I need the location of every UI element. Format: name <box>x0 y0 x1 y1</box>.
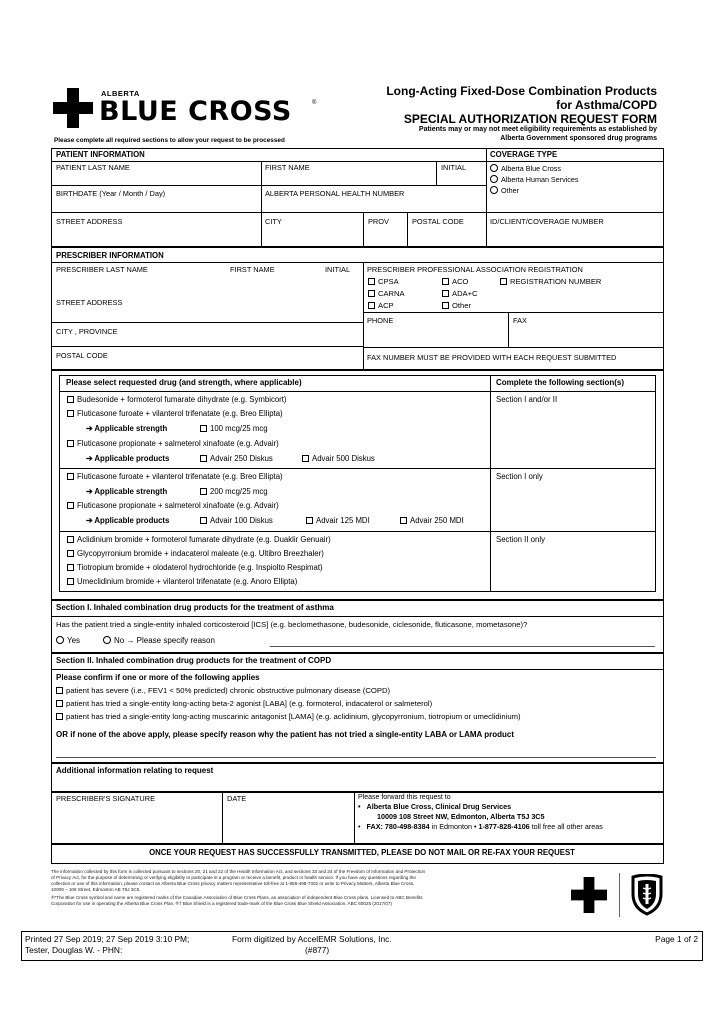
brand-top: ALBERTA <box>101 89 140 98</box>
checkbox-icon <box>67 536 74 543</box>
checkbox-icon <box>442 290 449 297</box>
rule <box>51 791 664 793</box>
drug-umeclidinium-vilanterol[interactable]: Umeclidinium bromide + vilanterol trifenatate (e.g. Anoro Ellipta) <box>67 578 297 587</box>
forward-address-1: • Alberta Blue Cross, Clinical Drug Services <box>358 802 512 811</box>
id-number-label: ID/CLIENT/COVERAGE NUMBER <box>490 217 604 226</box>
phn-label: ALBERTA PERSONAL HEALTH NUMBER <box>265 189 405 198</box>
prescriber-first-name-label: FIRST NAME <box>230 265 275 274</box>
drug-table-header-left: Please select requested drug (and strength, where applicable) <box>66 378 302 387</box>
checkbox-icon <box>67 440 74 447</box>
checkbox-icon <box>56 700 63 707</box>
page-number: Page 1 of 2 <box>655 934 698 944</box>
radio-icon <box>490 164 498 172</box>
prescriber-postal-label: POSTAL CODE <box>56 351 108 360</box>
checkbox-icon <box>306 517 313 524</box>
radio-icon <box>490 186 498 194</box>
or-reason-line[interactable] <box>56 757 656 758</box>
digitized-by: Form digitized by AccelEMR Solutions, Inc. <box>232 934 392 944</box>
group2-section: Section I only <box>496 472 543 481</box>
product-advair-500-diskus[interactable]: Advair 500 Diskus <box>302 455 375 464</box>
drug-aclidinium-formoterol[interactable]: Aclidinium bromide + formoterol fumarate dihydrate (e.g. Duaklir Genuair) <box>67 536 331 545</box>
rule <box>51 616 664 617</box>
section1-yes-option[interactable]: Yes <box>56 636 80 646</box>
coverage-option-ahs[interactable]: Alberta Human Services <box>490 175 579 184</box>
section2-title: Section II. Inhaled combination drug products for the treatment of COPD <box>56 656 332 665</box>
rule <box>490 375 491 592</box>
patient-section-title: PATIENT INFORMATION <box>56 150 145 159</box>
form-number: (#877) <box>305 945 330 955</box>
rule <box>51 762 664 764</box>
checkbox-icon <box>302 455 309 462</box>
arrow-right-icon: ➔ <box>86 487 95 496</box>
prescriber-city-label: CITY , PROVINCE <box>56 327 118 336</box>
rule <box>59 391 656 392</box>
registered-mark: ® <box>312 100 317 106</box>
applicable-strength-row-2: ➔ Applicable strength <box>86 487 168 496</box>
rule <box>363 347 664 348</box>
fineprint-1: The information collected by this form is collected pursuant to sections 20, 21 and 22 of the Health Information Act, and sections 33 and 34 of the Freedom of Information and Protection <box>51 869 426 874</box>
checkbox-icon <box>67 564 74 571</box>
rule <box>486 148 487 246</box>
checkbox-icon <box>400 517 407 524</box>
brand-name: BLUE CROSS <box>99 96 292 127</box>
birthdate-label: BIRTHDATE (Year / Month / Day) <box>56 189 166 198</box>
date-label: DATE <box>227 794 247 803</box>
assoc-aco[interactable]: ACO <box>442 278 468 286</box>
rule <box>51 161 664 162</box>
applicable-products-row: ➔ Applicable products <box>86 454 170 463</box>
copd-laba-option[interactable]: patient has tried a single-entity long-acting beta-2 agonist [LABA] (e.g. formoterol, indacaterol or salmeterol) <box>56 700 432 708</box>
product-advair-250-mdi[interactable]: Advair 250 MDI <box>400 517 464 526</box>
radio-icon <box>56 636 64 644</box>
rule <box>436 161 437 185</box>
drug-budesonide-formoterol[interactable]: Budesonide + formoterol fumarate dihydrate (e.g. Symbicort) <box>67 396 287 405</box>
checkbox-icon <box>67 578 74 585</box>
radio-icon <box>103 636 111 644</box>
rule <box>51 346 363 347</box>
assoc-cpsa[interactable]: CPSA <box>368 278 399 286</box>
fineprint-5: ®*The Blue Cross symbol and name are registered marks of the Canadian Association of Blue Cross Plans, an association of independent Blue Cross plans. Licensed to ABC Benefits <box>51 895 423 900</box>
fax-required-note: FAX NUMBER MUST BE PROVIDED WITH EACH REQUEST SUBMITTED <box>367 353 617 362</box>
rule <box>51 246 664 248</box>
checkbox-icon <box>200 488 207 495</box>
rule <box>508 312 509 347</box>
prescriber-section-title: PRESCRIBER INFORMATION <box>56 251 164 260</box>
rule <box>363 212 364 246</box>
group1-section: Section I and/or II <box>496 395 558 404</box>
rule <box>59 468 656 469</box>
checkbox-icon <box>67 473 74 480</box>
section1-question: Has the patient tried a single-entity inhaled corticosteroid [ICS] (e.g. beclomethasone, budesonide, ciclesonide, fluticasone, mometasone)? <box>56 620 528 629</box>
applicable-strength-row: ➔ Applicable strength <box>86 424 168 433</box>
arrow-right-icon: ➔ <box>86 516 95 525</box>
patient-ref: Tester, Douglas W. - PHN: <box>25 945 123 955</box>
arrow-right-icon: ➔ <box>86 454 95 463</box>
transmit-notice: ONCE YOUR REQUEST HAS SUCCESSFULLY TRANSMITTED, PLEASE DO NOT MAIL OR RE-FAX YOUR REQUEST <box>149 848 575 857</box>
patient-prov-label: PROV <box>368 217 389 226</box>
product-advair-100-diskus[interactable]: Advair 100 Diskus <box>200 517 273 526</box>
assoc-registration-number[interactable]: REGISTRATION NUMBER <box>500 278 601 286</box>
checkbox-icon <box>56 713 63 720</box>
eligibility-note-2: Alberta Government sponsored drug programs <box>500 135 657 142</box>
rule <box>51 262 664 263</box>
coverage-section-title: COVERAGE TYPE <box>490 150 558 159</box>
coverage-option-other[interactable]: Other <box>490 186 519 195</box>
rule <box>51 369 664 371</box>
forward-address-2: 10009 108 Street NW, Edmonton, Alberta T5J 3C5 <box>377 812 545 821</box>
phone-label: PHONE <box>367 316 394 325</box>
rule <box>51 322 363 323</box>
drug-table <box>59 375 656 592</box>
rule <box>51 669 664 670</box>
drug-glycopyrronium-indacaterol[interactable]: Glycopyrronium bromide + indacaterol maleate (e.g. Ultibro Breezhaler) <box>67 550 324 559</box>
copd-severe-option[interactable]: patient has severe (i.e., FEV1 < 50% predicted) chronic obstructive pulmonary disease (COPD) <box>56 687 390 695</box>
rule <box>363 312 664 313</box>
association-label: PRESCRIBER PROFESSIONAL ASSOCIATION REGISTRATION <box>367 265 583 274</box>
patient-last-name-label: PATIENT LAST NAME <box>56 163 130 172</box>
checkbox-icon <box>67 502 74 509</box>
patient-city-label: CITY <box>265 217 282 226</box>
drug-table-header-right: Complete the following section(s) <box>496 378 625 387</box>
fineprint-3: collection or use of this information, please contact an Alberta Blue Cross privacy matters representative toll-free at 1-855-498-7302 or write to Privacy Matters, Alberta Blue Cross, <box>51 881 415 886</box>
checkbox-icon <box>368 302 375 309</box>
checkbox-icon <box>56 687 63 694</box>
rule <box>354 791 355 843</box>
patient-street-label: STREET ADDRESS <box>56 217 123 226</box>
product-advair-250-diskus[interactable]: Advair 250 Diskus <box>200 455 273 464</box>
prescriber-initial-label: INITIAL <box>325 265 351 274</box>
checkbox-icon <box>200 517 207 524</box>
assoc-other[interactable]: Other <box>442 302 471 310</box>
checkbox-icon <box>442 278 449 285</box>
forward-to: Please forward this request to <box>358 794 451 801</box>
form-title-2: for Asthma/COPD <box>556 98 657 112</box>
patient-postal-label: POSTAL CODE <box>412 217 464 226</box>
strength-100-25[interactable]: 100 mcg/25 mcg <box>200 425 268 434</box>
checkbox-icon <box>67 396 74 403</box>
product-advair-125-mdi[interactable]: Advair 125 MDI <box>306 517 370 526</box>
signature-label: PRESCRIBER'S SIGNATURE <box>56 794 156 803</box>
assoc-carna[interactable]: CARNA <box>368 290 405 298</box>
checkbox-icon <box>368 278 375 285</box>
fineprint-2: of Privacy Act, for the purpose of determining or verifying eligibility to participate in a program or receive a benefit, product or health service. If you have any questions regarding the <box>51 875 416 880</box>
form-title-main: SPECIAL AUTHORIZATION REQUEST FORM <box>403 112 657 126</box>
blue-cross-symbol <box>571 877 607 913</box>
additional-info-title: Additional information relating to request <box>56 766 214 775</box>
applicable-products-row-2: ➔ Applicable products <box>86 516 170 525</box>
checkbox-icon <box>67 410 74 417</box>
copd-lama-option[interactable]: patient has tried a single-entity long-acting muscarinic antagonist [LAMA] (e.g. aclidinium, glycopyrronium, tiotropium or umeclidinium) <box>56 713 521 721</box>
rule <box>51 599 664 601</box>
rule <box>51 212 664 213</box>
checkbox-icon <box>500 278 507 285</box>
coverage-option-abc[interactable]: Alberta Blue Cross <box>490 164 561 173</box>
section2-or-text: OR if none of the above apply, please specify reason why the patient has not tried a single-entity LABA or LAMA product <box>56 730 514 739</box>
rule <box>51 652 664 654</box>
rule <box>261 185 262 212</box>
rule <box>222 791 223 843</box>
rule <box>261 161 262 185</box>
fineprint-6: Corporation for use in operating the Alberta Blue Cross Plan. ®† Blue Shield is a registered trade-mark of the Blue Cross Blue Shield Association. ABC 60025 (2017/07) <box>51 901 392 906</box>
drug-fluticasone-salmeterol-1[interactable]: Fluticasone propionate + salmeterol xinafoate (e.g. Advair) <box>67 440 279 449</box>
prescriber-last-name-label: PRESCRIBER LAST NAME <box>56 265 148 274</box>
blue-shield-icon <box>630 874 664 916</box>
rule <box>619 873 620 917</box>
assoc-acp[interactable]: ACP <box>368 302 394 310</box>
rule <box>59 531 656 532</box>
form-title-1: Long-Acting Fixed-Dose Combination Products <box>386 84 657 98</box>
checkbox-icon <box>368 290 375 297</box>
section2-confirm: Please confirm if one or more of the following applies <box>56 673 260 682</box>
prescriber-street-label: STREET ADDRESS <box>56 298 123 307</box>
checkbox-icon <box>200 455 207 462</box>
rule <box>363 262 364 369</box>
radio-icon <box>490 175 498 183</box>
assoc-adac[interactable]: ADA+C <box>442 290 478 298</box>
checkbox-icon <box>442 302 449 309</box>
drug-fluticasone-vilanterol-200[interactable]: Fluticasone furoate + vilanterol trifenatate (e.g. Breo Ellipta) <box>67 473 283 482</box>
instruction: Please complete all required sections to allow your request to be processed <box>54 137 285 144</box>
checkbox-icon <box>200 425 207 432</box>
rule <box>51 843 664 845</box>
rule <box>407 212 408 246</box>
group3-section: Section II only <box>496 535 545 544</box>
section1-title: Section I. Inhaled combination drug products for the treatment of asthma <box>56 603 334 612</box>
drug-fluticasone-vilanterol-100[interactable]: Fluticasone furoate + vilanterol trifenatate (e.g. Breo Ellipta) <box>67 410 283 419</box>
patient-first-name-label: FIRST NAME <box>265 163 310 172</box>
reason-line[interactable] <box>270 646 655 647</box>
patient-initial-label: INITIAL <box>441 163 467 172</box>
checkbox-icon <box>67 550 74 557</box>
fineprint-4: 10009 – 108 Street, Edmonton AB T5J 3C5. <box>51 887 141 892</box>
strength-200-25[interactable]: 200 mcg/25 mcg <box>200 488 268 497</box>
rule <box>51 185 486 186</box>
eligibility-note-1: Patients may or may not meet eligibility requirements as established by <box>418 126 657 133</box>
section1-no-option[interactable]: No → Please specify reason <box>103 636 215 646</box>
rule <box>261 212 262 246</box>
arrow-right-icon: ➔ <box>86 424 95 433</box>
drug-fluticasone-salmeterol-2[interactable]: Fluticasone propionate + salmeterol xinafoate (e.g. Advair) <box>67 502 279 511</box>
forward-fax: • FAX: 780-498-8384 in Edmonton • 1-877-828-4106 toll free all other areas <box>358 822 603 831</box>
blue-cross-logo <box>53 88 93 128</box>
drug-tiotropium-olodaterol[interactable]: Tiotropium bromide + olodaterol hydrochloride (e.g. Inspiolto Respimat) <box>67 564 323 573</box>
printed-date: Printed 27 Sep 2019; 27 Sep 2019 3:10 PM; <box>25 934 190 944</box>
fax-label: FAX <box>513 316 527 325</box>
